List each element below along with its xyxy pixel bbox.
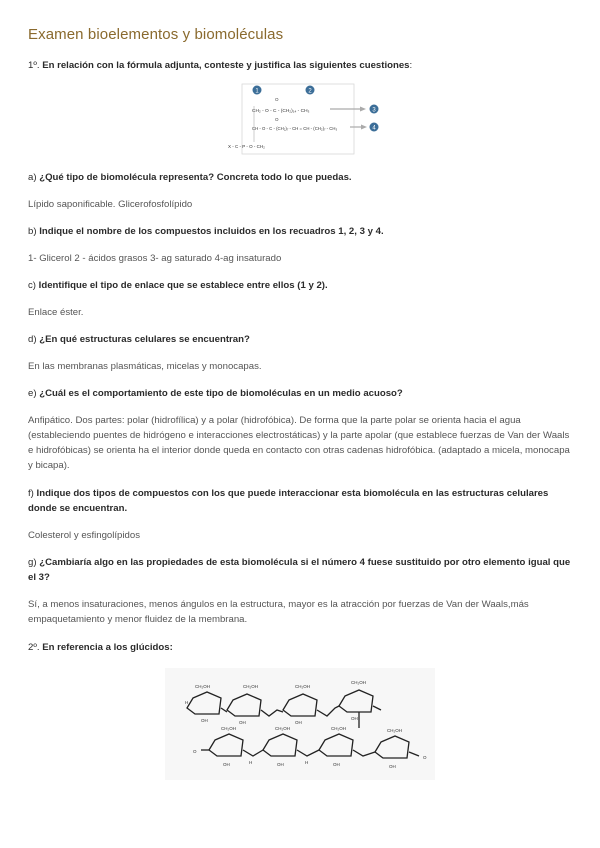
answer-a: Lípido saponificable. Glicerofosfolípido (28, 199, 193, 210)
question-1-text: En relación con la fórmula adjunta, conteste y justifica las siguientes cuestiones (42, 60, 410, 71)
carbonyl-o-1: O (275, 97, 279, 102)
svg-text:OH: OH (333, 762, 340, 767)
svg-text:CH₂OH: CH₂OH (331, 726, 346, 731)
svg-text:H: H (305, 760, 309, 765)
svg-text:O: O (423, 755, 427, 760)
badge-2-label: 2 (308, 88, 312, 95)
svg-text:OH: OH (389, 764, 396, 769)
answer-g: Sí, a menos insaturaciones, menos ángulos en la estructura, mayor es la atracción por fuerzas de Van der Waals,más empaquetamiento y menor fluidez de la membrana. (28, 599, 529, 625)
svg-text:OH: OH (239, 720, 246, 725)
question-f: f) Indique dos tipos de compuestos con los que puede interaccionar esta biomolécula en las estructuras celulares donde se encuentran. (28, 488, 549, 514)
svg-text:CH₂OH: CH₂OH (195, 684, 210, 689)
question-e: e) ¿Cuál es el comportamiento de este tipo de biomoléculas en un medio acuoso? (28, 388, 403, 399)
formula-row-3: X - C - P - O - CH₂ (228, 144, 265, 149)
svg-text:O: O (193, 749, 197, 754)
badge-4-label: 4 (372, 125, 376, 132)
answer-f: Colesterol y esfingolípidos (28, 530, 140, 541)
formula-row-1: CH₂ - O - C - (CH₂)₁₄ - CH₃ (252, 109, 310, 114)
formula-row-2: CH - O - C - (CH₂)₇ - CH = CH - (CH₂)₇ - CH₃ (252, 126, 338, 131)
question-g: g) ¿Cambiaría algo en las propiedades de esta biomolécula si el número 4 fuese sustituido por otro elemento igual que el 3? (28, 557, 571, 583)
svg-text:CH₂OH: CH₂OH (275, 726, 290, 731)
svg-text:CH₂OH: CH₂OH (221, 726, 236, 731)
answer-c: Enlace éster. (28, 307, 84, 318)
polysaccharide-structure-figure (165, 668, 435, 780)
carbonyl-o-2: O (275, 117, 279, 122)
svg-text:OH: OH (351, 716, 358, 721)
svg-text:OH: OH (295, 720, 302, 725)
answer-b: 1- Glicerol 2 - ácidos grasos 3- ag saturado 4-ag insaturado (28, 253, 282, 264)
svg-text:CH₂OH: CH₂OH (243, 684, 258, 689)
question-2-number: 2º. (28, 642, 40, 653)
question-c: c) Identifique el tipo de enlace que se establece entre ellos (1 y 2). (28, 280, 328, 291)
svg-text:CH₂OH: CH₂OH (351, 680, 366, 685)
question-b: b) Indique el nombre de los compuestos incluidos en los recuadros 1, 2, 3 y 4. (28, 226, 384, 237)
question-2-heading (28, 640, 573, 655)
question-1-number: 1º. (28, 60, 40, 71)
svg-text:CH₂OH: CH₂OH (387, 728, 402, 733)
question-a: a) ¿Qué tipo de biomolécula representa? Concreta todo lo que puedas. (28, 172, 352, 183)
svg-text:OH: OH (223, 762, 230, 767)
svg-text:H: H (185, 700, 189, 705)
svg-text:H: H (249, 760, 253, 765)
badge-1-label: 1 (255, 88, 259, 95)
answer-e: Anfipático. Dos partes: polar (hidrofílica) y a polar (hidrofóbica). De forma que la parte polar se orienta hacia el agua (estableciendo puentes de hidrógeno e interacciones electrostáticas) y la parte apolar (que establece fuerzas de Van der Waals e hidrofóbicas) se orienta ha el interior donde queda en contacto con otras cadenas hidrofóbica. (adaptado a micela, monocapa y bicapa). (28, 415, 570, 471)
svg-text:CH₂OH: CH₂OH (295, 684, 310, 689)
question-2-text: En referencia a los glúcidos: (42, 642, 173, 653)
question-1-heading: 1º. En relación con la fórmula adjunta, conteste y justifica las siguientes cuestiones: (28, 60, 413, 71)
badge-3-label: 3 (372, 107, 376, 114)
svg-text:OH: OH (277, 762, 284, 767)
phospholipid-formula-figure (228, 82, 390, 158)
document-title: Examen bioelementos y biomoléculas (28, 26, 284, 43)
svg-text:OH: OH (201, 718, 208, 723)
question-d: d) ¿En qué estructuras celulares se encuentran? (28, 334, 250, 345)
answer-d: En las membranas plasmáticas, micelas y monocapas. (28, 361, 262, 372)
